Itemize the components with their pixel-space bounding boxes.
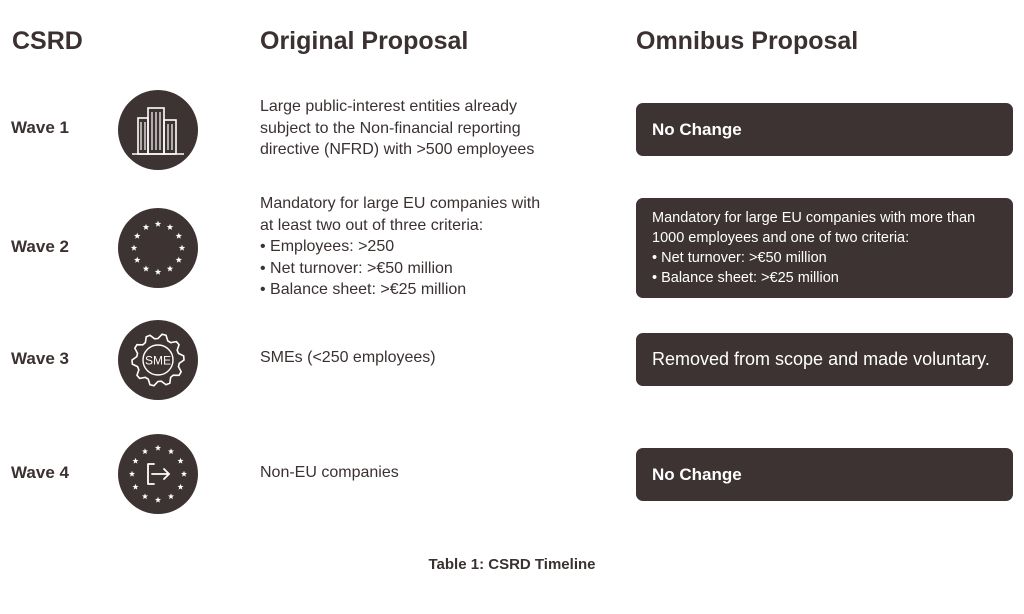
- sme-icon-text: SME: [144, 353, 172, 368]
- star-icon: [179, 245, 185, 251]
- star-icon: [142, 448, 148, 454]
- star-icon: [131, 245, 137, 251]
- wave-4-label: Wave 4: [11, 463, 69, 482]
- wave-4-original-text: Non-EU companies: [260, 464, 399, 481]
- star-icon: [167, 224, 173, 230]
- sme-gear-icon: [118, 320, 198, 400]
- star-icon: [177, 484, 183, 490]
- star-icon: [143, 224, 149, 230]
- star-icon: [167, 265, 173, 271]
- eu-stars-icon: [118, 208, 198, 288]
- star-icon: [181, 471, 187, 477]
- original-proposal-header: Original Proposal: [260, 27, 469, 55]
- star-icon: [176, 233, 182, 239]
- star-icon: [132, 484, 138, 490]
- wave-3-omnibus-text: Removed from scope and made voluntary.: [652, 349, 990, 369]
- buildings-icon: [118, 90, 198, 170]
- wave-3-original-text: SMEs (<250 employees): [260, 349, 436, 366]
- star-icon: [143, 265, 149, 271]
- omnibus-proposal-header: Omnibus Proposal: [636, 27, 859, 55]
- wave-4-omnibus-text: No Change: [652, 464, 742, 484]
- star-icon: [155, 445, 161, 451]
- wave-1-original-text: Large public-interest entities already subject to the Non-financial reporting directive (NFRD) with >500 employees: [260, 98, 535, 158]
- wave-1-omnibus-box: [636, 103, 1013, 156]
- wave-2-original-text: Mandatory for large EU companies with at least two out of three criteria: • Employees: >250 • Net turnover: >€50 million • Balance sheet: >€25 million: [260, 195, 541, 298]
- wave-3-label: Wave 3: [11, 349, 69, 368]
- star-icon: [155, 497, 161, 503]
- wave-2-omnibus-text: Mandatory for large EU companies with more than 1000 employees and one of two criteria: • Net turnover: >€50 million • Balance sheet: >€25 million: [652, 210, 976, 286]
- eu-exit-icon: [118, 434, 198, 514]
- wave-1-omnibus-text: No Change: [652, 119, 742, 139]
- csrd-header: CSRD: [12, 27, 83, 55]
- star-icon: [176, 257, 182, 263]
- wave-1-label: Wave 1: [11, 118, 69, 137]
- star-icon: [129, 471, 135, 477]
- star-icon: [142, 493, 148, 499]
- star-icon: [155, 269, 161, 275]
- star-icon: [134, 257, 140, 263]
- star-icon: [177, 458, 183, 464]
- star-icon: [155, 221, 161, 227]
- star-icon: [168, 493, 174, 499]
- star-icon: [132, 458, 138, 464]
- wave-2-omnibus-box: [636, 198, 1013, 298]
- table-caption: Table 1: CSRD Timeline: [428, 556, 596, 573]
- wave-4-omnibus-box: [636, 448, 1013, 501]
- star-icon: [168, 448, 174, 454]
- star-icon: [134, 233, 140, 239]
- wave-3-omnibus-box: [636, 333, 1013, 386]
- wave-2-label: Wave 2: [11, 237, 69, 256]
